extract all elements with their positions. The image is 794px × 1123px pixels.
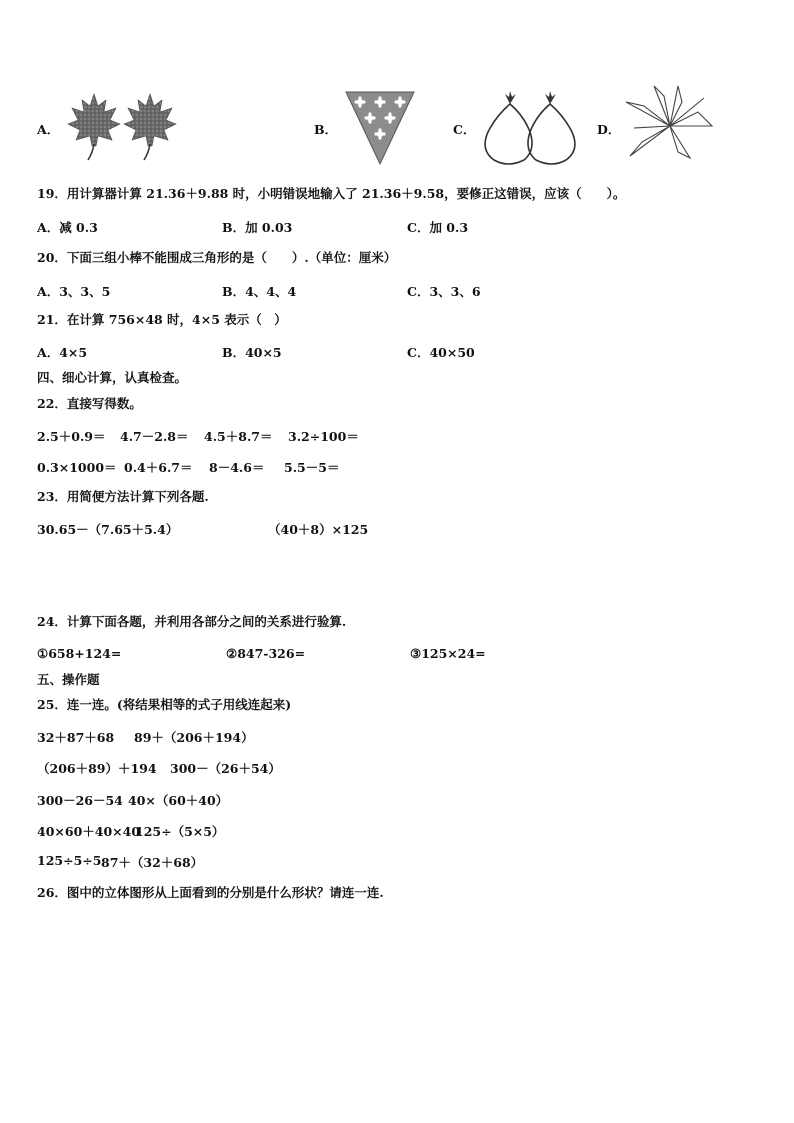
q25-left-expression: 300－26－54 — [37, 793, 123, 808]
section-5-heading: 五、操作题 — [37, 672, 100, 687]
option-c-label: C． — [453, 122, 476, 137]
option-d-label: D． — [597, 122, 621, 137]
q23-item: 30.65－（7.65＋5.4） — [37, 522, 179, 537]
q22-item: 5.5－5＝ — [284, 460, 340, 475]
q25-left-expression: 40×60＋40×40 — [37, 824, 141, 839]
q25-right-expression: 87＋（32＋68） — [101, 855, 204, 870]
q25-left-expression: 125÷5÷5 — [37, 853, 102, 868]
q22-item: 8－4.6＝ — [209, 460, 265, 475]
q22-item: 2.5＋0.9＝ — [37, 429, 106, 444]
q21-option-c: C．40×50 — [407, 345, 475, 360]
q25-right-expression: 40×（60＋40） — [128, 793, 229, 808]
q19-option-b: B．加 0.03 — [222, 220, 293, 235]
q24-item: ①658+124= — [37, 646, 122, 661]
q24-item: ③125×24= — [410, 646, 486, 661]
q21-option-a: A．4×5 — [37, 345, 88, 360]
q19-option-c: C．加 0.3 — [407, 220, 469, 235]
q22-item: 4.7－2.8＝ — [120, 429, 189, 444]
q19-option-a: A．减 0.3 — [37, 220, 98, 235]
question-23-stem: 23．用简便方法计算下列各题. — [37, 489, 209, 504]
question-22-stem: 22．直接写得数。 — [37, 396, 142, 411]
gourds-outline-icon — [478, 88, 582, 171]
q21-option-b: B．40×5 — [222, 345, 282, 360]
q22-item: 3.2÷100＝ — [288, 429, 359, 444]
q25-left-expression: （206＋89）＋194 — [37, 761, 157, 776]
option-a-label: A． — [37, 122, 60, 137]
q20-option-a: A．3、3、5 — [37, 284, 111, 299]
question-19-stem: 19．用计算器计算 21.36＋9.88 时，小明错误地输入了 21.36＋9.58，要修正这错误，应该（ ）。 — [37, 186, 626, 201]
q25-right-expression: 300－（26＋54） — [170, 761, 281, 776]
snowflake-triangle-icon — [344, 90, 416, 169]
q25-right-expression: 89＋（206＋194） — [134, 730, 254, 745]
q22-item: 0.3×1000＝ — [37, 460, 117, 475]
q25-left-expression: 32＋87＋68 — [37, 730, 115, 745]
question-24-stem: 24．计算下面各题，并利用各部分之间的关系进行验算. — [37, 614, 347, 629]
question-26-stem: 26．图中的立体图形从上面看到的分别是什么形状？请连一连. — [37, 885, 384, 900]
pinwheel-icon — [624, 82, 716, 165]
q25-right-expression: 125÷（5×5） — [135, 824, 225, 839]
q20-option-b: B．4、4、4 — [222, 284, 297, 299]
q23-item: （40＋8）×125 — [268, 522, 369, 537]
question-25-stem: 25．连一连。(将结果相等的式子用线连起来) — [37, 697, 292, 712]
question-20-stem: 20．下面三组小棒不能围成三角形的是（ ）.（单位：厘米） — [37, 250, 397, 265]
maple-leaves-icon — [64, 90, 184, 165]
q20-option-c: C．3、3、6 — [407, 284, 481, 299]
section-4-heading: 四、细心计算，认真检查。 — [37, 370, 188, 385]
question-21-stem: 21．在计算 756×48 时，4×5 表示（ ） — [37, 312, 287, 327]
q22-item: 0.4＋6.7＝ — [124, 460, 193, 475]
option-b-label: B． — [314, 122, 338, 137]
q24-item: ②847-326= — [226, 646, 306, 661]
q22-item: 4.5＋8.7＝ — [204, 429, 273, 444]
